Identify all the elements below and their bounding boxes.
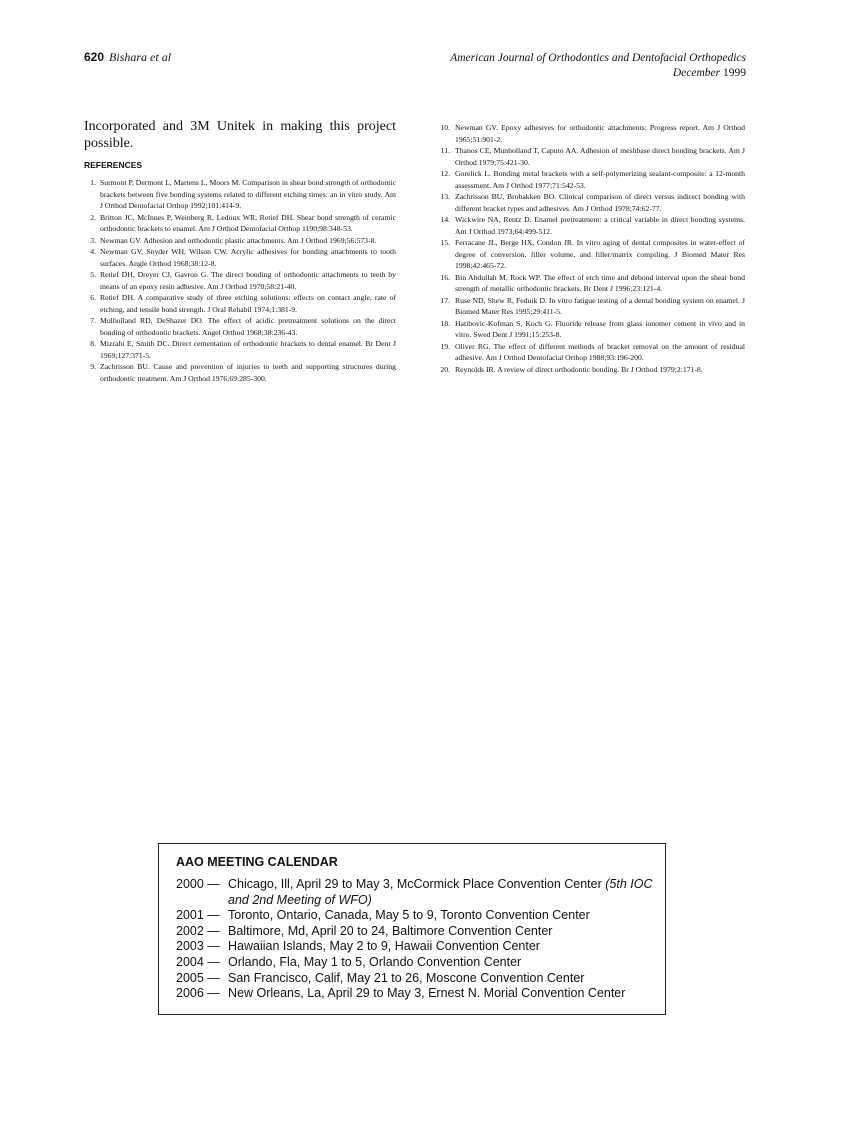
reference-text: Wickwire NA, Rentz D. Enamel pretreatment: a critical variable in direct bonding systems. Am J Orthod 1973;64:499-512.	[455, 215, 745, 236]
reference-item	[437, 168, 745, 191]
reference-item	[437, 272, 745, 295]
reference-number: 19.	[440, 341, 450, 351]
left-column	[84, 118, 396, 384]
reference-text: Britton JC, McInnes P, Weinberg R, Ledoux WR, Retief DH. Shear bond strength of ceramic orthodontic brackets to enamel. Am J Orthod Dentofacial Orthop 1190;98:348-53.	[100, 212, 396, 233]
calendar-year: 2001 —	[176, 908, 220, 923]
reference-number: 3.	[90, 235, 96, 245]
reference-item	[437, 364, 745, 376]
reference-number: 17.	[440, 295, 450, 305]
reference-text: Retief DH, Dreyer CJ, Gavron G. The direct bonding of orthodontic attachments to teeth by means of an epoxy resin adhesive. Am J Orthod 1970;58:21-40.	[100, 270, 396, 291]
reference-text: Surmont P, Dermont L, Martens L, Moors M. Comparison in shear bond strength of orthodontic brackets between five bonding systems related to different etching times: an in vitro study. Am J Orthod Dentofacial Orthop 1992;101:414-9.	[100, 178, 396, 210]
reference-number: 11.	[440, 146, 450, 155]
calendar-location: San Francisco, Calif, May 21 to 26, Moscone Convention Center	[228, 970, 585, 985]
reference-text: Retief DH. A comparative study of three etching solutions: effects on contact angle, rate of etching, and tensile bond strength. J Oral Rehabil 1974;1:381-9.	[100, 293, 396, 314]
reference-text: Mulholland RD, DeShazer DO. The effect of acidic pretreatment solutions on the direct bonding of orthodontic brackets. Angel Orthod 1968;38:236-43.	[100, 316, 396, 337]
reference-item	[84, 212, 396, 235]
right-column	[437, 122, 745, 375]
calendar-year: 2006 —	[176, 986, 220, 1001]
reference-item	[84, 235, 396, 247]
reference-text: Newman GV. Adhesion and orthodontic plastic attachments. Am J Orthod 1969;56:573-8.	[100, 235, 377, 245]
reference-number: 8.	[90, 339, 96, 348]
calendar-location: Orlando, Fla, May 1 to 5, Orlando Convention Center	[228, 954, 522, 969]
reference-text: Thanos CE, Munholland T, Caputo AA. Adhesion of meshbase direct bonding brackets. Am J Orthod 1979;75:421-30.	[455, 146, 745, 167]
reference-item	[437, 122, 745, 145]
calendar-entries	[176, 877, 658, 1002]
reference-number: 13.	[440, 192, 450, 201]
reference-number: 12.	[440, 169, 450, 178]
calendar-year: 2000 —	[176, 877, 220, 891]
reference-text: Zachrisson BU. Cause and prevention of injuries to teeth and supporting structures during orthodontic treatment. Am J Orthod 1976;69:285-300.	[100, 362, 396, 383]
reference-text: Ferracane JL, Berge HX, Condon JR. In vitro aging of dental composites in water-effect of degree of conversion, filler volume, and filler/matrix compiling. J Biomed Mater Res 1998;42:465-72.	[455, 238, 745, 270]
issue-date	[450, 66, 746, 81]
calendar-location: Chicago, Ill, April 29 to May 3, McCormick Place Convention Center	[228, 877, 602, 891]
reference-number: 20.	[440, 364, 450, 374]
calendar-entry	[176, 971, 658, 987]
reference-number: 9.	[90, 362, 96, 371]
calendar-location: New Orleans, La, April 29 to May 3, Ernest N. Morial Convention Center	[228, 986, 626, 1001]
calendar-year: 2003 —	[176, 939, 220, 954]
reference-text: Hatibovic-Kofman S, Koch G. Fluoride release from glass ionomer cement in vivo and in vitro. Swed Dent J 1991;15:253-8.	[455, 318, 745, 339]
calendar-year: 2004 —	[176, 954, 220, 969]
running-header-right	[450, 51, 746, 81]
issue-month: December	[672, 67, 721, 79]
reference-number: 4.	[90, 247, 96, 256]
reference-number: 5.	[90, 270, 96, 279]
calendar-title: AAO MEETING CALENDAR	[176, 855, 338, 869]
reference-item	[84, 177, 396, 212]
calendar-location: Toronto, Ontario, Canada, May 5 to 9, Toronto Convention Center	[228, 908, 590, 923]
calendar-entry	[176, 939, 658, 955]
reference-item	[84, 292, 396, 315]
journal-title: American Journal of Orthodontics and Dentofacial Orthopedics	[450, 52, 746, 64]
reference-number: 14.	[440, 215, 450, 224]
references-heading: REFERENCES	[84, 160, 143, 170]
reference-item	[437, 295, 745, 318]
calendar-location: Baltimore, Md, April 20 to 24, Baltimore Convention Center	[228, 923, 553, 938]
reference-text: Reynolds IR. A review of direct orthodontic bonding. Br J Orthod 1979;2:171-8.	[455, 364, 703, 374]
reference-number: 15.	[440, 238, 450, 247]
reference-item	[437, 318, 745, 341]
reference-item	[437, 191, 745, 214]
reference-text: Ruse ND, Shew R, Feduik D. In vitro fatigue testing of a dental bonding system on enamel. J Biomed Mater Res 1995;29:411-5.	[455, 295, 745, 316]
reference-text: Oliver RG. The effect of different methods of bracket removal on the amount of residual adhesive. Am J Orthod Dentofacial Orthop 1988;93:196-200.	[455, 341, 745, 362]
reference-text: Newman GV, Snyder WH, Wilson CW. Acrylic adhesives for bonding attachments to tooth surfaces. Angle Orthod 1968;38:12-8.	[100, 247, 396, 268]
reference-item	[437, 237, 745, 272]
page-number: 620	[84, 50, 105, 64]
reference-item	[437, 214, 745, 237]
reference-number: 2.	[90, 212, 96, 222]
references-list-right	[437, 122, 745, 375]
reference-number: 18.	[440, 318, 450, 328]
reference-text: Gorelick L. Bonding metal brackets with a self-polymerizing sealant-composite: a 12-month assessment. Am J Orthod 1977;71:542-53.	[455, 169, 745, 190]
calendar-location: Hawaiian Islands, May 2 to 9, Hawaii Convention Center	[228, 939, 540, 954]
reference-text: Bin Abdullah M, Rock WP. The effect of etch time and debond interval upon the shear bond strength of metallic orthodontic brackets. Br Dent J 1996;23:121-4.	[455, 272, 745, 293]
calendar-year: 2002 —	[176, 923, 220, 938]
reference-number: 6.	[90, 293, 96, 302]
reference-number: 1.	[90, 178, 96, 187]
reference-item	[84, 269, 396, 292]
running-header-left	[84, 50, 171, 65]
calendar-entry	[176, 908, 658, 924]
intro-text: Incorporated and 3M Unitek in making this project possible.	[84, 119, 396, 151]
calendar-note: (5th IOC and 2nd Meeting of WFO)	[228, 877, 653, 907]
calendar-entry	[176, 955, 658, 971]
reference-number: 7.	[90, 316, 96, 325]
calendar-entry	[176, 986, 658, 1002]
calendar-year: 2005 —	[176, 970, 220, 985]
reference-item	[84, 246, 396, 269]
authors: Bishara et al	[109, 50, 172, 64]
calendar-entry	[176, 877, 658, 908]
reference-text: Zachrisson BU, Brobakken BO. Clinical comparison of direct versus indirect bonding with different bracket types and adhesives. Am J Orthod 1978;74:62-77.	[455, 192, 745, 213]
reference-item	[437, 341, 745, 364]
calendar-entry	[176, 924, 658, 940]
reference-number: 10.	[440, 123, 450, 132]
reference-text: Mizrahi E, Smith DC. Direct cementation of orthodontic brackets to dental enamel. Br Dent J 1969;127:371-5.	[100, 339, 396, 360]
reference-item	[437, 145, 745, 168]
issue-year: 1999	[723, 67, 746, 79]
references-list-left	[84, 177, 396, 384]
meeting-calendar-box	[158, 843, 666, 1015]
reference-item	[84, 338, 396, 361]
reference-item	[84, 361, 396, 384]
reference-text: Newman GV. Epoxy adhesives for orthodontic attachments: Progress report. Am J Orthod 1965;51:901-2.	[455, 123, 745, 144]
reference-number: 16.	[440, 272, 450, 282]
reference-item	[84, 315, 396, 338]
